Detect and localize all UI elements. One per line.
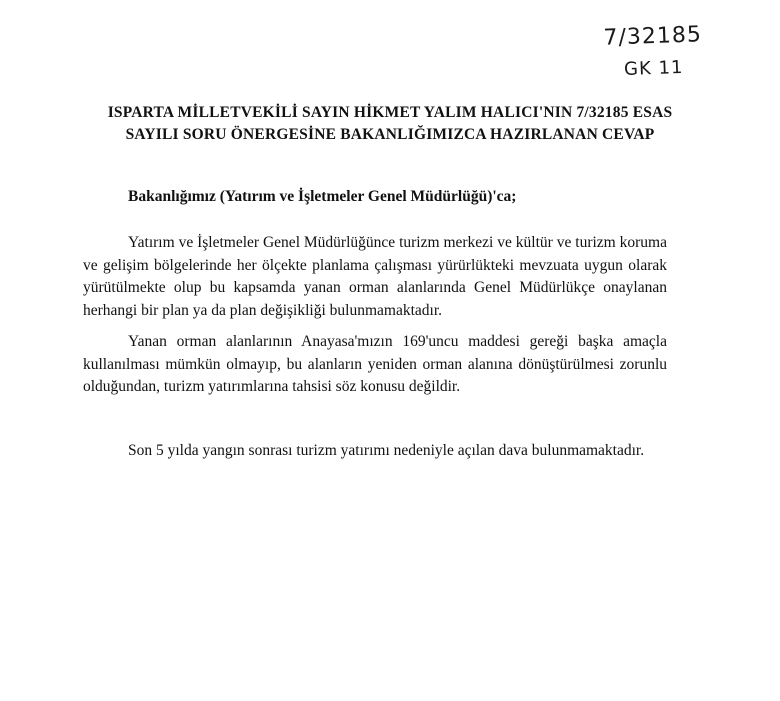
handwritten-number: 7/32185	[602, 22, 702, 51]
paragraph-1: Yatırım ve İşletmeler Genel Müdürlüğünce turizm merkezi ve kültür ve turizm koruma ve gelişim bölgelerinde her ölçekte planlama çalışması yürürlükteki mevzuata uygun olarak yürütülmekte olup bu kapsamda yanan orman alanlarında Genel Müdürlükçe onaylanan herhangi bir plan ya da plan değişikliği bulunmamaktadır.	[83, 234, 667, 319]
document-title	[0, 102, 780, 146]
paragraph-3: Son 5 yılda yangın sonrası turizm yatırımı nedeniyle açılan dava bulunmamaktadır.	[128, 442, 645, 459]
salutation: Bakanlığımız (Yatırım ve İşletmeler Genel Müdürlüğü)'ca;	[128, 188, 517, 205]
title-line-2: SAYILI SORU ÖNERGESİNE BAKANLIĞIMIZCA HAZIRLANAN CEVAP	[125, 126, 655, 143]
paragraph-2: Yanan orman alanlarının Anayasa'mızın 169'uncu maddesi gereği başka amaçla kullanılması mümkün olmayıp, bu alanların yeniden orman alanına dönüştürülmesi zorunlu olduğundan, turizm yatırımlarına tahsisi söz konusu değildir.	[83, 333, 667, 395]
title-line-1: ISPARTA MİLLETVEKİLİ SAYIN HİKMET YALIM HALICI'NIN 7/32185 ESAS	[107, 104, 673, 121]
handwritten-annotation	[603, 20, 703, 83]
handwritten-code: GK 11	[623, 56, 684, 81]
